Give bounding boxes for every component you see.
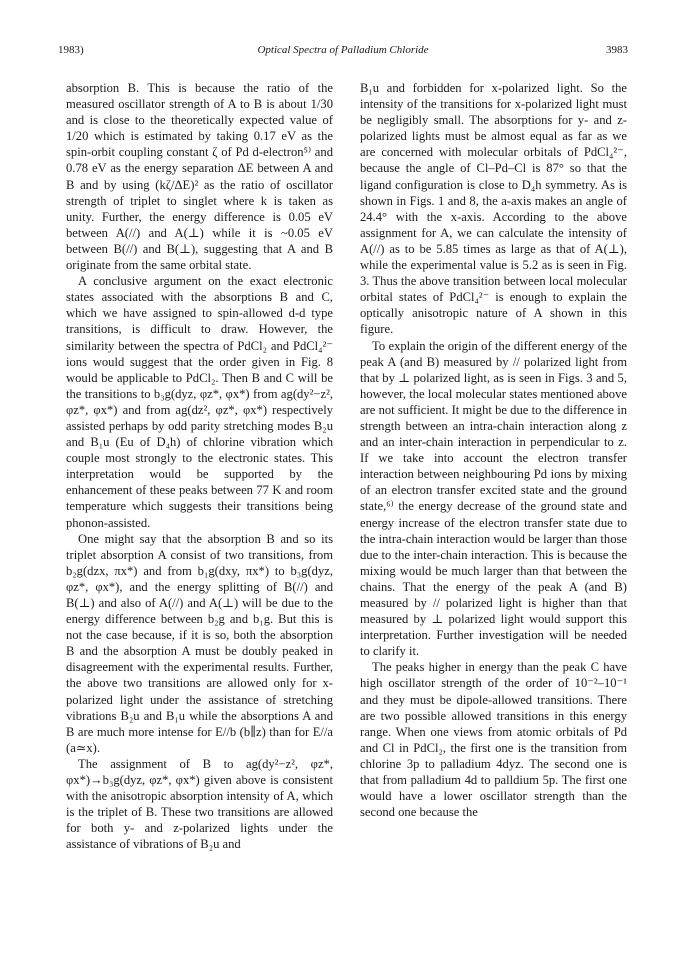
paragraph: The assignment of B to ag(dy²−z², φz*, φx*)→b₃g(dyz, φz*, φx*) given above is consistent with the anisotropic absorption intensity of A, which is the triplet of B. These two transitions are allowed for both y- and z-polarized lights under the assistance of vibrations of B₂u and — [66, 756, 333, 852]
right-column — [360, 80, 627, 820]
page-number: 3983 — [606, 44, 628, 56]
running-header — [58, 44, 628, 60]
paragraph: One might say that the absorption B and so its triplet absorption A consist of two transitions, from b₂g(dzx, πx*) and from b₁g(dxy, πx*) to b₃g(dyz, φz*, φx*), and the energy splitting of B(//) and B(⊥) and also of A(//) and A(⊥) will be due to the energy difference between b₂g and b₁g. But this is not the case because, if it is so, both the absorption B and the absorption A must be doubly peaked in disagreement with the experimental results. Further, the above two transitions are allowed only for x-polarized light under the assistance of stretching vibrations B₂u and B₁u while the absorptions A and B are much more intense for E//b (b∥z) than for E//a (a≃x). — [66, 531, 333, 755]
paragraph: absorption B. This is because the ratio of the measured oscillator strength of A to B is about 1/30 and is close to the theoretically expected value of 1/20 which is estimated by taking 0.17 eV as the spin-orbit coupling constant ζ of Pd d-electron⁵⁾ and 0.78 eV as the energy separation ΔE between A and B and by using (kζ/ΔE)² as the ratio of oscillator strength of triplet to singlet where k is taken as unity. Further, the energy difference is 0.05 eV between A(//) and A(⊥) while it is ~0.05 eV between B(//) and B(⊥), suggesting that A and B originate from the same orbital state. — [66, 81, 333, 273]
paragraph: To explain the origin of the different energy of the peak A (and B) measured by // polarized light from that by ⊥ polarized light, as is seen in Figs. 3 and 5, however, the local molecular states mentioned above are not sufficient. It might be due to the difference in strength between an intra-chain interaction along z and an inter-chain interaction in perpendicular to z. If we take into account the electron transfer interaction between neighbouring Pd ions by mixing of an electron transfer excited state and the ground state,⁶⁾ the energy decrease of the ground state and energy increase of the electron transfer state due to the intra-chain interaction would be larger than those due to the inter-chain interaction. This is because the mixing would be much larger than that between the chains. That the energy of the peak A (and B) measured by // polarized light is higher than that measured by ⊥ polarized light would support this interpretation. Further investigation will be needed to clarify it. — [360, 338, 627, 659]
header-title: Optical Spectra of Palladium Chloride — [257, 44, 429, 56]
left-column — [66, 80, 333, 853]
paragraph: The peaks higher in energy than the peak C have high oscillator strength of the order of 10⁻²–10⁻¹ and they must be dipole-allowed transitions. There are two possible allowed transitions in this energy range. When one views from atomic orbitals of Pd and Cl in PdCl₂, the first one is the transition from chlorine 3p to palladium 4dyz. The second one is that from palladium 4d to palldium 5p. The first one would have a lower oscillator strength than the second one because the — [360, 660, 627, 820]
paragraph: B₁u and forbidden for x-polarized light. So the intensity of the transitions for x-polarized light must be negligibly small. The absorptions for y- and z-polarized lights must be almost equal as far as we are concerned with molecular orbitals of PdCl₄²⁻, because the angle of Cl–Pd–Cl is 87° so that the ligand configuration is close to D₄h symmetry. As is shown in Figs. 1 and 8, the a-axis makes an angle of 24.4° with the x-axis. According to the above assignment for A, we can calculate the intensity of A(//) as to be 5.85 times as large as that of A(⊥), while the experimental value is 5.2 as is seen in Fig. 3. Thus the above transition between local molecular orbital states of PdCl₄²⁻ is enough to explain the optically anisotropic nature of A shown in this figure. — [360, 81, 627, 337]
paragraph: A conclusive argument on the exact electronic states associated with the absorptions B and C, which we have assigned to spin-allowed d-d type transitions, is difficult to draw. However, the similarity between the spectra of PdCl₂ and PdCl₄²⁻ ions would suggest that the order given in Fig. 8 would be applicable to PdCl₂. Then B and C will be the transitions to b₃g(dyz, φz*, φx*) from ag(dy²−z², φz*, φx*) and from ag(dz², φz*, φx*) respectively assisted perhaps by odd parity stretching modes B₂u and B₁u (Eu of D₄h) of chlorine vibration which couple most strongly to the electronic states. This interpretation would be supported by the enhancement of these peaks between 77 K and room temperature which suggests their transitions being phonon-assisted. — [66, 274, 333, 530]
header-journal-ref: 1983) — [58, 44, 84, 56]
